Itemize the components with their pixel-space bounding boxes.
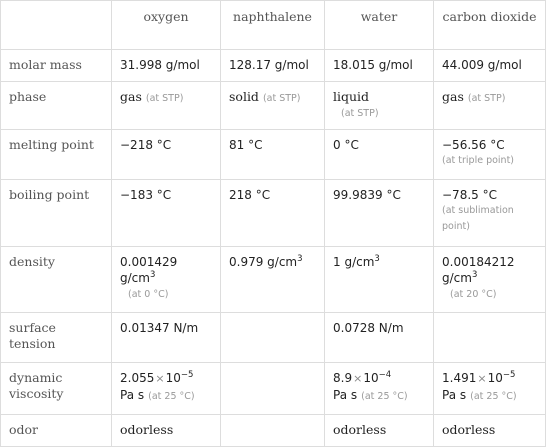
cell-surface-tension-oxygen: 0.01347 N/m [112, 313, 221, 363]
corner-cell [1, 1, 112, 50]
cell-melting-point-carbon-dioxide [434, 130, 546, 180]
cell-odor-oxygen: odorless [112, 415, 221, 447]
cell-odor-carbon-dioxide: odorless [434, 415, 546, 447]
cell-viscosity-water [325, 363, 434, 415]
condition-note: (at STP) [467, 93, 506, 104]
unit-exponent: 3 [471, 270, 478, 280]
times-sign: × [353, 372, 363, 385]
cell-viscosity-oxygen [112, 363, 221, 415]
density-value: 1 g/cm [333, 255, 375, 269]
condition-note: (at triple point) [442, 155, 515, 166]
viscosity-value [333, 370, 425, 387]
cell-phase-water [325, 82, 434, 130]
density-value: 0.00184212 [442, 255, 515, 269]
row-label-phase: phase [1, 82, 112, 130]
row-label-melting-point: melting point [1, 130, 112, 180]
cell-boiling-point-naphthalene: 218 °C [221, 180, 325, 247]
times-sign: × [477, 372, 487, 385]
condition-note: (at STP) [262, 93, 301, 104]
mantissa: 2.055 [120, 371, 155, 385]
condition-note: (at STP) [145, 93, 184, 104]
cell-density-oxygen [112, 247, 221, 313]
phase-value: liquid [333, 89, 370, 104]
viscosity-unit: Pa s [442, 388, 467, 402]
row-phase [1, 82, 546, 130]
viscosity-value [120, 370, 212, 387]
density-unit: g/cm [120, 271, 150, 285]
cell-boiling-point-carbon-dioxide [434, 180, 546, 247]
row-label-molar-mass: molar mass [1, 50, 112, 82]
row-odor [1, 415, 546, 447]
exponent: −5 [502, 370, 516, 380]
cell-viscosity-carbon-dioxide [434, 363, 546, 415]
condition-note: (at 25 °C) [148, 391, 195, 402]
row-label-dynamic-viscosity: dynamic viscosity [1, 363, 112, 415]
header-row [1, 1, 546, 50]
row-boiling-point [1, 180, 546, 247]
row-dynamic-viscosity [1, 363, 546, 415]
cell-melting-point-water: 0 °C [325, 130, 434, 180]
row-melting-point [1, 130, 546, 180]
condition-note: (at sublimation point) [442, 205, 514, 232]
boiling-value: −78.5 °C [442, 188, 497, 202]
density-value: 0.001429 [120, 255, 178, 269]
condition-note: (at 25 °C) [361, 391, 408, 402]
cell-molar-mass-naphthalene: 128.17 g/mol [221, 50, 325, 82]
row-surface-tension [1, 313, 546, 363]
phase-value: solid [229, 89, 259, 104]
row-molar-mass [1, 50, 546, 82]
viscosity-unit: Pa s [333, 388, 358, 402]
melting-value: −56.56 °C [442, 138, 505, 152]
cell-odor-naphthalene [221, 415, 325, 447]
cell-surface-tension-water: 0.0728 N/m [325, 313, 434, 363]
cell-density-naphthalene [221, 247, 325, 313]
cell-density-carbon-dioxide [434, 247, 546, 313]
unit-exponent: 3 [297, 254, 303, 264]
col-header-carbon-dioxide: carbon dioxide [434, 1, 546, 50]
cell-molar-mass-water: 18.015 g/mol [325, 50, 434, 82]
cell-surface-tension-carbon-dioxide [434, 313, 546, 363]
exponent: −4 [378, 370, 392, 380]
cell-viscosity-naphthalene [221, 363, 325, 415]
cell-phase-oxygen [112, 82, 221, 130]
phase-value: gas [442, 89, 464, 104]
col-header-water: water [325, 1, 434, 50]
cell-surface-tension-naphthalene [221, 313, 325, 363]
cell-molar-mass-carbon-dioxide: 44.009 g/mol [434, 50, 546, 82]
cell-melting-point-naphthalene: 81 °C [221, 130, 325, 180]
cell-phase-naphthalene [221, 82, 325, 130]
mantissa: 8.9 [333, 371, 353, 385]
base: 10 [165, 371, 181, 385]
cell-density-water [325, 247, 434, 313]
phase-value: gas [120, 89, 142, 104]
condition-note: (at 20 °C) [450, 289, 497, 300]
base: 10 [363, 371, 379, 385]
row-label-surface-tension: surface tension [1, 313, 112, 363]
cell-molar-mass-oxygen: 31.998 g/mol [112, 50, 221, 82]
base: 10 [487, 371, 503, 385]
col-header-naphthalene: naphthalene [221, 1, 325, 50]
mantissa: 1.491 [442, 371, 477, 385]
density-unit: g/cm [442, 271, 472, 285]
cell-melting-point-oxygen: −218 °C [112, 130, 221, 180]
viscosity-value [442, 370, 537, 387]
row-label-density: density [1, 247, 112, 313]
exponent: −5 [180, 370, 194, 380]
density-value: 0.979 g/cm [229, 255, 298, 269]
cell-boiling-point-water: 99.9839 °C [325, 180, 434, 247]
unit-exponent: 3 [374, 254, 380, 264]
cell-phase-carbon-dioxide [434, 82, 546, 130]
row-label-odor: odor [1, 415, 112, 447]
cell-boiling-point-oxygen: −183 °C [112, 180, 221, 247]
row-density [1, 247, 546, 313]
condition-note: (at 25 °C) [470, 391, 517, 402]
col-header-oxygen: oxygen [112, 1, 221, 50]
row-label-boiling-point: boiling point [1, 180, 112, 247]
cell-odor-water: odorless [325, 415, 434, 447]
unit-exponent: 3 [149, 270, 156, 280]
viscosity-unit: Pa s [120, 388, 145, 402]
condition-note: (at STP) [341, 108, 379, 119]
condition-note: (at 0 °C) [128, 289, 169, 300]
times-sign: × [155, 372, 165, 385]
